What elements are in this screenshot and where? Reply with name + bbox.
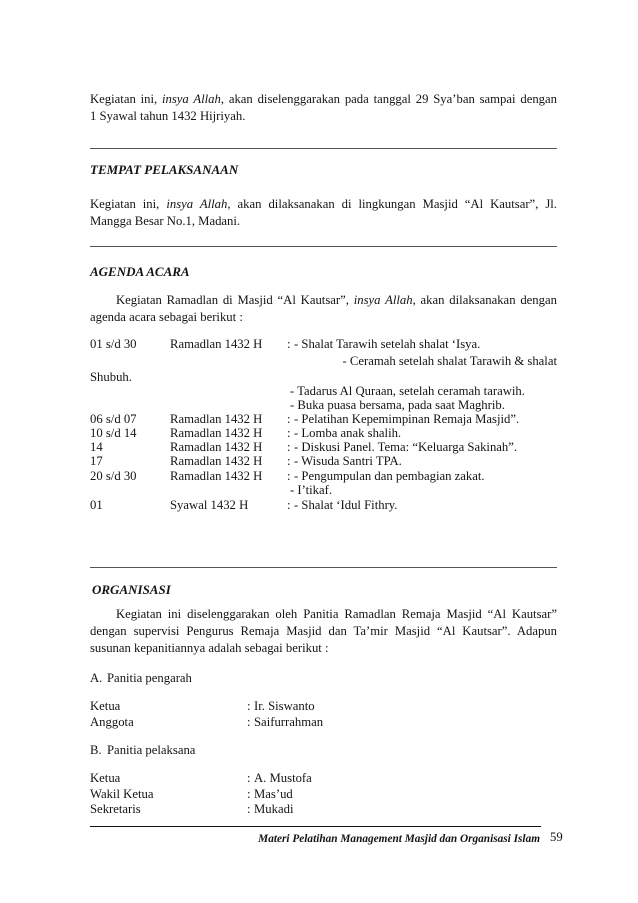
agenda-row — [90, 497, 557, 513]
section-heading-organisasi: ORGANISASI — [92, 582, 171, 597]
tempat-line-1 — [90, 196, 557, 213]
member-name: Ir. Siswanto — [254, 699, 315, 713]
intro-text-end: , akan diselenggarakan pada tanggal 29 Sya’ban sampai dengan — [220, 92, 557, 106]
committee-member — [90, 698, 557, 714]
organisasi-line-2: dengan supervisi Pengurus Remaja Masjid dan Ta’mir Masjid “Al Kautsar”. Adapun — [90, 624, 557, 638]
agenda-date: 14 — [90, 440, 103, 454]
member-name: Saifurrahman — [254, 715, 324, 729]
agenda-period: Ramadlan 1432 H — [170, 469, 263, 483]
agenda-separator: : — [287, 498, 291, 512]
intro-paragraph — [90, 91, 557, 125]
agenda-row — [90, 453, 557, 469]
member-separator: : — [247, 802, 251, 816]
running-footer-title: Materi Pelatihan Management Masjid dan Organisasi Islam — [258, 833, 540, 845]
agenda-activity: - I’tikaf. — [290, 483, 333, 497]
committee-name: Panitia pelaksana — [107, 743, 196, 757]
agenda-activity: - Lomba anak shalih. — [294, 426, 402, 440]
agenda-date: 10 s/d 14 — [90, 426, 137, 440]
agenda-separator: : — [287, 337, 291, 351]
tempat-text-end: , akan dilaksanakan di lingkungan Masjid “Al Kautsar”, Jl. — [227, 197, 557, 211]
agenda-activity: - Pelatihan Kepemimpinan Remaja Masjid”. — [294, 412, 520, 426]
tempat-italic-phrase: insya Allah — [166, 197, 228, 211]
agenda-italic-phrase: insya Allah — [353, 293, 413, 307]
agenda-separator: : — [287, 426, 291, 440]
committee-title — [90, 670, 557, 686]
footer-rule — [90, 826, 541, 827]
organisasi-line-1: Kegiatan ini diselenggarakan oleh Panitia Ramadlan Remaja Masjid “Al Kautsar” — [116, 607, 557, 621]
agenda-period: Ramadlan 1432 H — [170, 412, 263, 426]
agenda-activity: - Shalat Tarawih setelah shalat ‘Isya. — [294, 337, 481, 351]
agenda-separator: : — [287, 454, 291, 468]
member-separator: : — [247, 699, 251, 713]
member-name: A. Mustofa — [254, 771, 312, 785]
member-separator: : — [247, 771, 251, 785]
agenda-activity: - Wisuda Santri TPA. — [294, 454, 402, 468]
agenda-activity-wrap: Shubuh. — [90, 370, 132, 384]
agenda-separator: : — [287, 412, 291, 426]
agenda-date: 20 s/d 30 — [90, 469, 137, 483]
agenda-date: 06 s/d 07 — [90, 412, 137, 426]
agenda-row-continuation — [90, 482, 557, 498]
agenda-line-1 — [90, 292, 557, 309]
agenda-activity: - Tadarus Al Quraan, setelah ceramah tarawih. — [290, 384, 525, 398]
committee-member — [90, 801, 557, 817]
section-heading-tempat: TEMPAT PELAKSANAAN — [90, 162, 239, 177]
tempat-paragraph — [90, 196, 557, 230]
section-heading-agenda: AGENDA ACARA — [90, 264, 190, 279]
committee-title — [90, 742, 557, 758]
committee-member — [90, 786, 557, 802]
tempat-text-start: Kegiatan ini, — [90, 197, 167, 211]
section-divider — [90, 148, 557, 149]
agenda-period: Ramadlan 1432 H — [170, 454, 263, 468]
member-name: Mas’ud — [254, 787, 293, 801]
agenda-date: 17 — [90, 454, 103, 468]
agenda-period: Ramadlan 1432 H — [170, 337, 263, 351]
committee-name: Panitia pengarah — [107, 671, 192, 685]
agenda-date: 01 — [90, 498, 103, 512]
agenda-activity: - Ceramah setelah shalat Tarawih & shalat — [342, 354, 557, 368]
agenda-activity: - Diskusi Panel. Tema: “Keluarga Sakinah”. — [294, 440, 518, 454]
agenda-period: Ramadlan 1432 H — [170, 440, 263, 454]
member-role: Wakil Ketua — [90, 787, 154, 801]
agenda-date: 01 s/d 30 — [90, 337, 137, 351]
intro-line-2: 1 Syawal tahun 1432 Hijriyah. — [90, 109, 246, 123]
intro-text-start: Kegiatan ini, — [90, 92, 162, 106]
intro-italic-phrase: insya Allah — [161, 92, 221, 106]
section-divider — [90, 567, 557, 568]
agenda-separator: : — [287, 440, 291, 454]
agenda-activity: - Buka puasa bersama, pada saat Maghrib. — [290, 398, 505, 412]
member-separator: : — [247, 787, 251, 801]
agenda-period: Syawal 1432 H — [170, 498, 249, 512]
agenda-text-end: , akan dilaksanakan dengan — [412, 293, 557, 307]
member-separator: : — [247, 715, 251, 729]
member-role: Ketua — [90, 771, 121, 785]
committee-marker: A. — [90, 671, 103, 685]
tempat-line-2: Mangga Besar No.1, Madani. — [90, 214, 241, 228]
committee-marker: B. — [90, 743, 102, 757]
agenda-separator: : — [287, 469, 291, 483]
agenda-row — [90, 336, 557, 352]
agenda-paragraph — [90, 292, 557, 326]
agenda-period: Ramadlan 1432 H — [170, 426, 263, 440]
member-name: Mukadi — [254, 802, 294, 816]
member-role: Anggota — [90, 715, 134, 729]
committee-member — [90, 770, 557, 786]
committee-member — [90, 714, 557, 730]
member-role: Sekretaris — [90, 802, 141, 816]
member-role: Ketua — [90, 699, 121, 713]
section-divider — [90, 246, 557, 247]
agenda-text-start: Kegiatan Ramadlan di Masjid “Al Kautsar”, — [116, 293, 354, 307]
organisasi-paragraph — [90, 606, 557, 657]
agenda-activity: - Pengumpulan dan pembagian zakat. — [294, 469, 485, 483]
organisasi-line-3: susunan kepanitiannya adalah sebagai berikut : — [90, 641, 329, 655]
agenda-line-2: agenda acara sebagai berikut : — [90, 310, 243, 324]
intro-line-1 — [90, 91, 557, 108]
agenda-row-continuation — [90, 353, 557, 369]
agenda-activity: - Shalat ‘Idul Fithry. — [294, 498, 398, 512]
page-number: 59 — [550, 830, 563, 844]
